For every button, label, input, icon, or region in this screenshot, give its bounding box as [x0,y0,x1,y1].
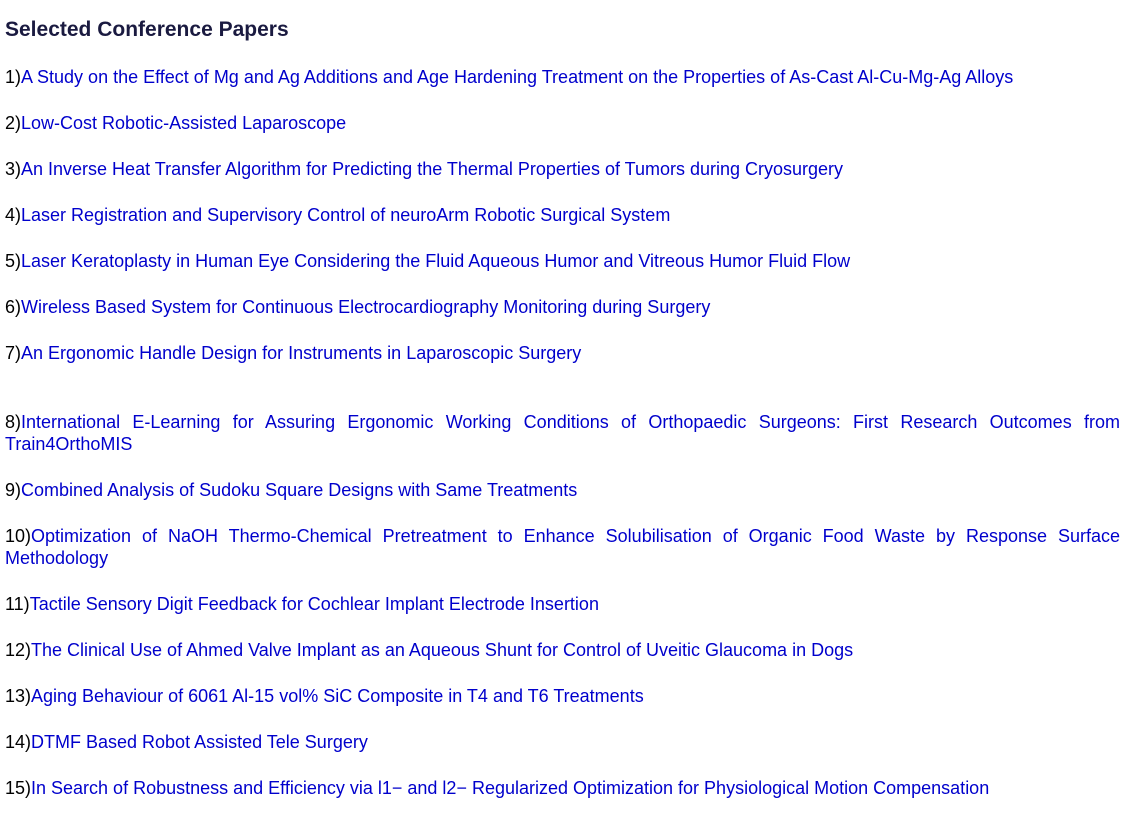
paper-number: 4) [5,205,22,225]
paper-number: 3) [5,159,22,179]
paper-number: 13) [5,686,32,706]
paper-title-link[interactable]: International E-Learning for Assuring Ergonomic Working Conditions of Orthopaedic Surgeons: First Research Outcomes from Train4OrthoMIS [5,412,1120,454]
paper-number: 2) [5,113,22,133]
paper-item [5,112,1120,134]
paper-number: 10) [5,526,32,546]
paper-title-link[interactable]: A Study on the Effect of Mg and Ag Additions and Age Hardening Treatment on the Properties of As-Cast Al-Cu-Mg-Ag Alloys [21,67,1014,87]
paper-item [5,342,1120,364]
paper-title-link[interactable]: Laser Registration and Supervisory Control of neuroArm Robotic Surgical System [21,205,671,225]
paper-number: 15) [5,778,32,798]
paper-item [5,66,1120,88]
paper-list [5,66,1120,799]
paper-item [5,296,1120,318]
paper-title-link[interactable]: An Inverse Heat Transfer Algorithm for Predicting the Thermal Properties of Tumors during Cryosurgery [21,159,844,179]
paper-item [5,639,1120,661]
paper-title-link[interactable]: In Search of Robustness and Efficiency via l1− and l2− Regularized Optimization for Physiological Motion Compensation [31,778,990,798]
paper-title-link[interactable]: DTMF Based Robot Assisted Tele Surgery [31,732,368,752]
paper-number: 1) [5,67,22,87]
page-title: Selected Conference Papers [5,18,289,41]
paper-number: 9) [5,480,22,500]
paper-number: 8) [5,412,22,432]
paper-number: 5) [5,251,22,271]
paper-title-link[interactable]: Wireless Based System for Continuous Electrocardiography Monitoring during Surgery [21,297,711,317]
paper-title-link[interactable]: The Clinical Use of Ahmed Valve Implant as an Aqueous Shunt for Control of Uveitic Glaucoma in Dogs [31,640,854,660]
paper-number: 11) [5,594,30,614]
paper-title-link[interactable]: Tactile Sensory Digit Feedback for Cochlear Implant Electrode Insertion [29,594,599,614]
paper-item [5,158,1120,180]
paper-title-link[interactable]: Optimization of NaOH Thermo-Chemical Pretreatment to Enhance Solubilisation of Organic Food Waste by Response Surface Methodology [5,526,1120,568]
paper-item [5,250,1120,272]
paper-item [5,685,1120,707]
paper-item [5,411,1120,455]
paper-item [5,777,1120,799]
paper-item [5,479,1120,501]
paper-number: 6) [5,297,22,317]
paper-title-link[interactable]: Aging Behaviour of 6061 Al-15 vol% SiC Composite in T4 and T6 Treatments [31,686,644,706]
paper-item [5,731,1120,753]
paper-number: 12) [5,640,32,660]
paper-title-link[interactable]: Laser Keratoplasty in Human Eye Considering the Fluid Aqueous Humor and Vitreous Humor Fluid Flow [21,251,851,271]
paper-title-link[interactable]: Low-Cost Robotic-Assisted Laparoscope [21,113,347,133]
paper-number: 14) [5,732,32,752]
paper-title-link[interactable]: An Ergonomic Handle Design for Instruments in Laparoscopic Surgery [21,343,582,363]
paper-item [5,204,1120,226]
paper-item [5,593,1120,615]
paper-item [5,525,1120,569]
paper-title-link[interactable]: Combined Analysis of Sudoku Square Designs with Same Treatments [21,480,578,500]
paper-number: 7) [5,343,22,363]
